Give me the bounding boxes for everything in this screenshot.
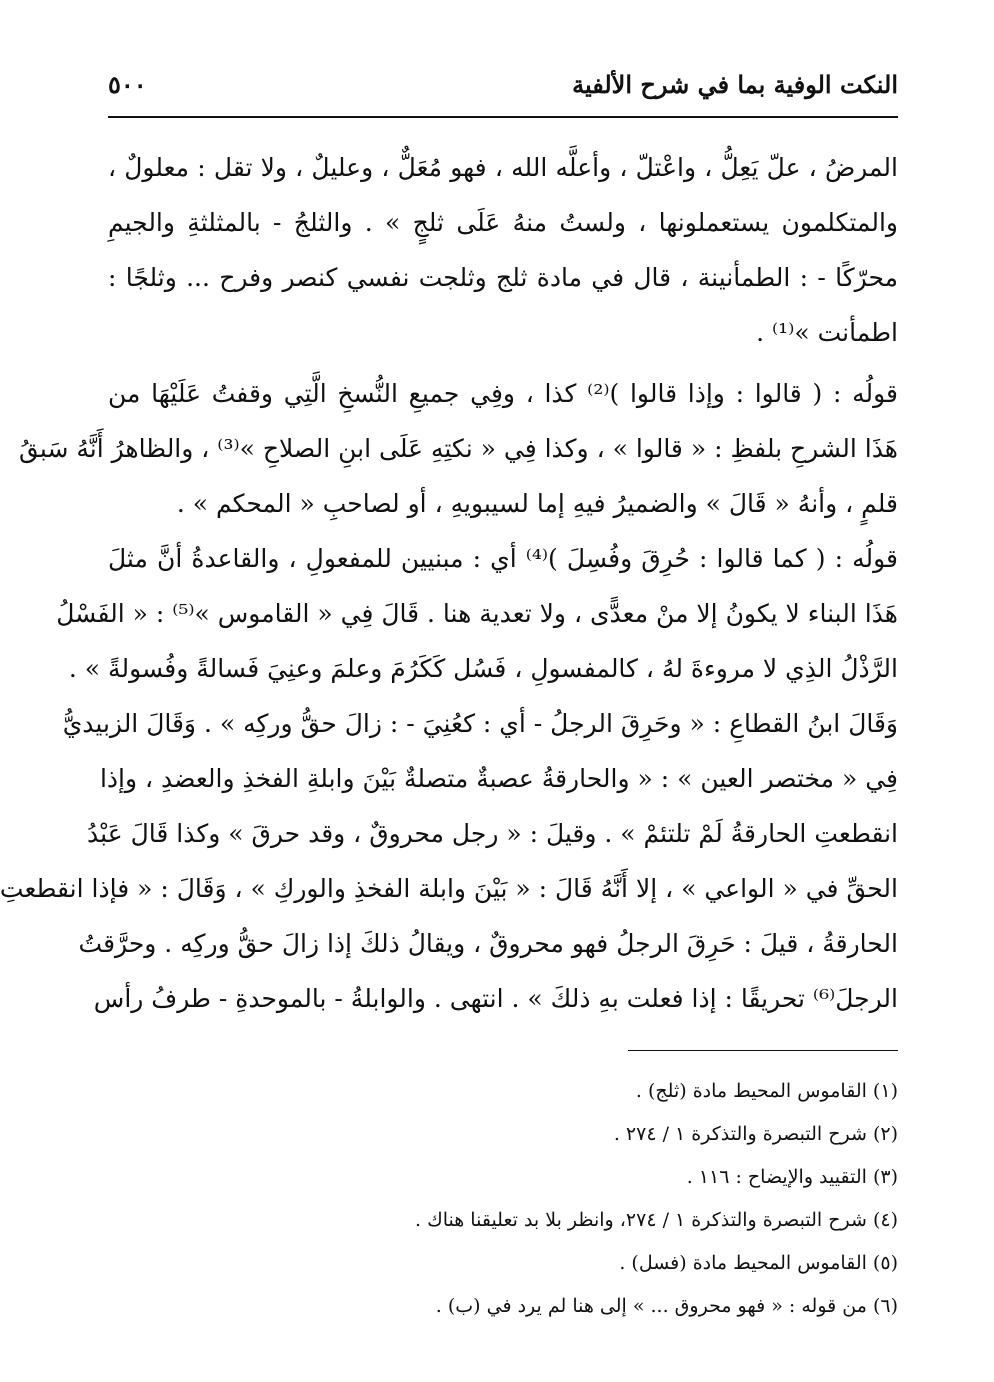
text-line: الرَّذْلُ الذِي لا مروءةَ لهُ ، كالمفسولِ ، فَسُل كَكَرُمَ وعلمَ وعنِيَ فَسالةً وفُسولةً » .: [68, 654, 898, 683]
text-line: قولُه : ( كما قالوا : حُرِقَ وفُسِلَ )⁽⁴⁾ أي : مبنيين للمفعولِ ، والقاعدةُ أنَّ مثلَ: [108, 544, 898, 573]
footnotes: [108, 1070, 898, 1328]
text-line: فِي « مختصر العين » : « والحارقةُ عصبةٌ متصلةٌ بَيْنَ وابلةِ الفخذِ والعضدِ ، وإذا: [99, 764, 898, 793]
footnote: (٣) التقييد والإيضاح : ١١٦ .: [686, 1166, 898, 1188]
header-divider: [108, 116, 898, 118]
footnote: (٤) شرح التبصرة والتذكرة ١ / ٢٧٤، وانظر بلا بد تعليقنا هناك .: [414, 1209, 898, 1231]
text-line: اطمأنت »⁽¹⁾ .: [756, 318, 898, 347]
footnote-divider: [628, 1050, 898, 1051]
text-line: هَذَا البناء لا يكونُ إلا منْ معدًّى ، ولا تعدية هنا . قَالَ فِي « القاموس »⁽⁵⁾ : « الفَسْلُ: [56, 599, 898, 628]
text-line: المرضُ ، علّ يَعِلُّ ، واعْتلّ ، وأعلَّه الله ، فهو مُعَلٌّ ، وعليلٌ ، ولا تقل : معلولٌ ،: [108, 153, 898, 182]
text-line: والمتكلمون يستعملونها ، ولستُ منهُ عَلَى ثلجٍ » . والثلجُ - بالمثلثةِ والجيمِ: [108, 208, 898, 237]
footnote: (١) القاموس المحيط مادة (ثلج) .: [635, 1080, 898, 1102]
text-line: قلمٍ ، وأنهُ « قَالَ » والضميرُ فيهِ إما لسيبويهِ ، أو لصاحبِ « المحكم » .: [176, 489, 898, 518]
text-line: الحقِّ في « الواعي » ، إلا أَنَّهُ قَالَ : « بَيْنَ وابلة الفخذِ والوركِ » ، وَقَالَ : « فإذا انقطعتِ: [0, 874, 898, 903]
footnote: (٢) شرح التبصرة والتذكرة ١ / ٢٧٤ .: [613, 1123, 898, 1145]
text-line: الرجلَ⁽⁶⁾ تحريقًا : إذا فعلت بهِ ذلكَ » . انتهى . والوابلةُ - بالموحدةِ - طرفُ رأس: [93, 984, 898, 1013]
body-text: [0, 140, 898, 1026]
text-line: انقطعتِ الحارقةُ لَمْ تلتئمْ » . وقيلَ : « رجل محروقٌ ، وقد حرقَ » وكذا قَالَ عَبْدُ: [87, 819, 898, 848]
text-line: وَقَالَ ابنُ القطاعِ : « وحَرِقَ الرجلُ - أي : كعُنِيَ - : زالَ حقُّ وركِه » . وَقَالَ الزبيديُّ: [62, 709, 898, 738]
footnote: (٦) من قوله : « فهو محروق ... » إلى هنا لم يرد في (ب) .: [435, 1295, 898, 1317]
footnote: (٥) القاموس المحيط مادة (فسل) .: [619, 1252, 898, 1274]
text-line: الحارقةُ ، قيلَ : حَرِقَ الرجلُ فهو محروقٌ ، ويقالُ ذلكَ إذا زالَ حقُّ وركِه . وحرَّقتُ: [78, 929, 898, 958]
text-line: قولُه : ( قالوا : وإذا قالوا )⁽²⁾ كذا ، وفِي جميعِ النُّسخِ الَّتِي وقفتُ عَلَيْهَا من: [108, 379, 898, 408]
page-number: ٥٠٠: [108, 69, 147, 99]
running-title: النكت الوفية بما في شرح الألفية: [572, 69, 898, 99]
text-line: هَذَا الشرحِ بلفظِ : « قالوا » ، وكذا فِي « نكتِهِ عَلَى ابنِ الصلاحِ »⁽³⁾ ، والظاهرُ أَنَّهُ سَبقُ: [19, 434, 898, 463]
text-line: محرّكًا - : الطمأنينة ، قال في مادة ثلج وثلجت نفسي كنصر وفرح ... وثلجًا :: [108, 263, 898, 292]
running-header: [108, 62, 898, 106]
